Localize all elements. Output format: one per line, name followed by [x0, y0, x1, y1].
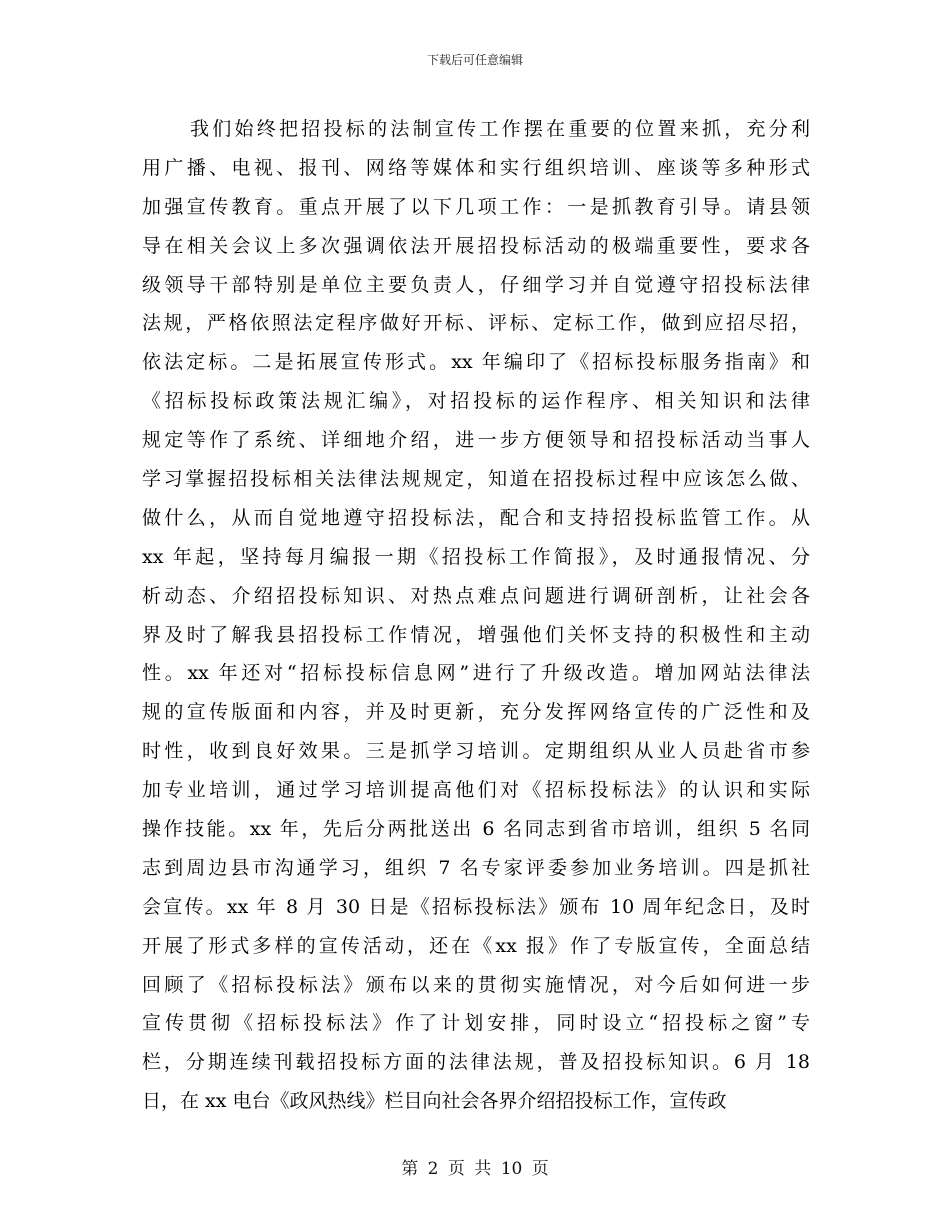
text-line: xx 年起，坚持每月编报一期《招投标工作简报》，及时通报情况、分: [142, 545, 810, 568]
text-line: 加专业培训，通过学习培训提高他们对《招标投标法》的认识和实际: [142, 779, 810, 802]
text-line: 操作技能。xx 年，先后分两批送出 6 名同志到省市培训，组织 5 名同: [142, 818, 810, 841]
text-line: 用广播、电视、报刊、网络等媒体和实行组织培训、座谈等多种形式: [142, 156, 810, 179]
text-line: 加强宣传教育。重点开展了以下几项工作：一是抓教育引导。请县领: [142, 195, 810, 218]
body-paragraph: [142, 110, 810, 1121]
text-line: 级领导干部特别是单位主要负责人，仔细学习并自觉遵守招投标法律: [142, 273, 810, 296]
page-header: 下载后可任意编辑: [426, 53, 523, 67]
text-line: 做什么，从而自觉地遵守招投标法，配合和支持招投标监管工作。从: [142, 506, 810, 529]
text-line: 导在相关会议上多次强调依法开展招投标活动的极端重要性，要求各: [142, 234, 810, 257]
text-line: 会宣传。xx 年 8 月 30 日是《招标投标法》颁布 10 周年纪念日，及时: [142, 895, 810, 918]
text-line: 性。xx 年还对“招标投标信息网”进行了升级改造。增加网站法律法: [142, 662, 810, 685]
text-line: 依法定标。二是拓展宣传形式。xx 年编印了《招标投标服务指南》和: [142, 351, 810, 374]
text-line: 宣传贯彻《招标投标法》作了计划安排，同时设立“招投标之窗”专: [142, 1012, 810, 1035]
text-line: 规定等作了系统、详细地介绍，进一步方便领导和招投标活动当事人: [142, 429, 810, 452]
text-line: 开展了形式多样的宣传活动，还在《xx 报》作了专版宣传，全面总结: [142, 934, 810, 957]
text-line: 我们始终把招投标的法制宣传工作摆在重要的位置来抓，充分利: [190, 118, 810, 140]
text-line: 日，在 xx 电台《政风热线》栏目向社会各界介绍招投标工作，宣传政: [142, 1090, 727, 1113]
page-number: 第 2 页 共 10 页: [401, 1159, 549, 1179]
text-line: 志到周边县市沟通学习，组织 7 名专家评委参加业务培训。四是抓社: [142, 856, 810, 879]
text-line: 学习掌握招投标相关法律法规规定，知道在招投标过程中应该怎么做、: [142, 468, 810, 491]
text-line: 法规，严格依照法定程序做好开标、评标、定标工作，做到应招尽招，: [142, 312, 810, 335]
text-line: 《招标投标政策法规汇编》，对招投标的运作程序、相关知识和法律: [142, 390, 810, 413]
text-line: 规的宣传版面和内容，并及时更新，充分发挥网络宣传的广泛性和及: [142, 701, 810, 724]
text-line: 析动态、介绍招投标知识、对热点难点问题进行调研剖析，让社会各: [142, 584, 810, 607]
text-line: 回顾了《招标投标法》颁布以来的贯彻实施情况，对今后如何进一步: [142, 973, 810, 996]
text-line: 栏，分期连续刊载招投标方面的法律法规，普及招投标知识。6 月 18: [142, 1051, 810, 1074]
text-line: 时性，收到良好效果。三是抓学习培训。定期组织从业人员赴省市参: [142, 740, 810, 763]
text-line: 界及时了解我县招投标工作情况，增强他们关怀支持的积极性和主动: [142, 623, 810, 646]
